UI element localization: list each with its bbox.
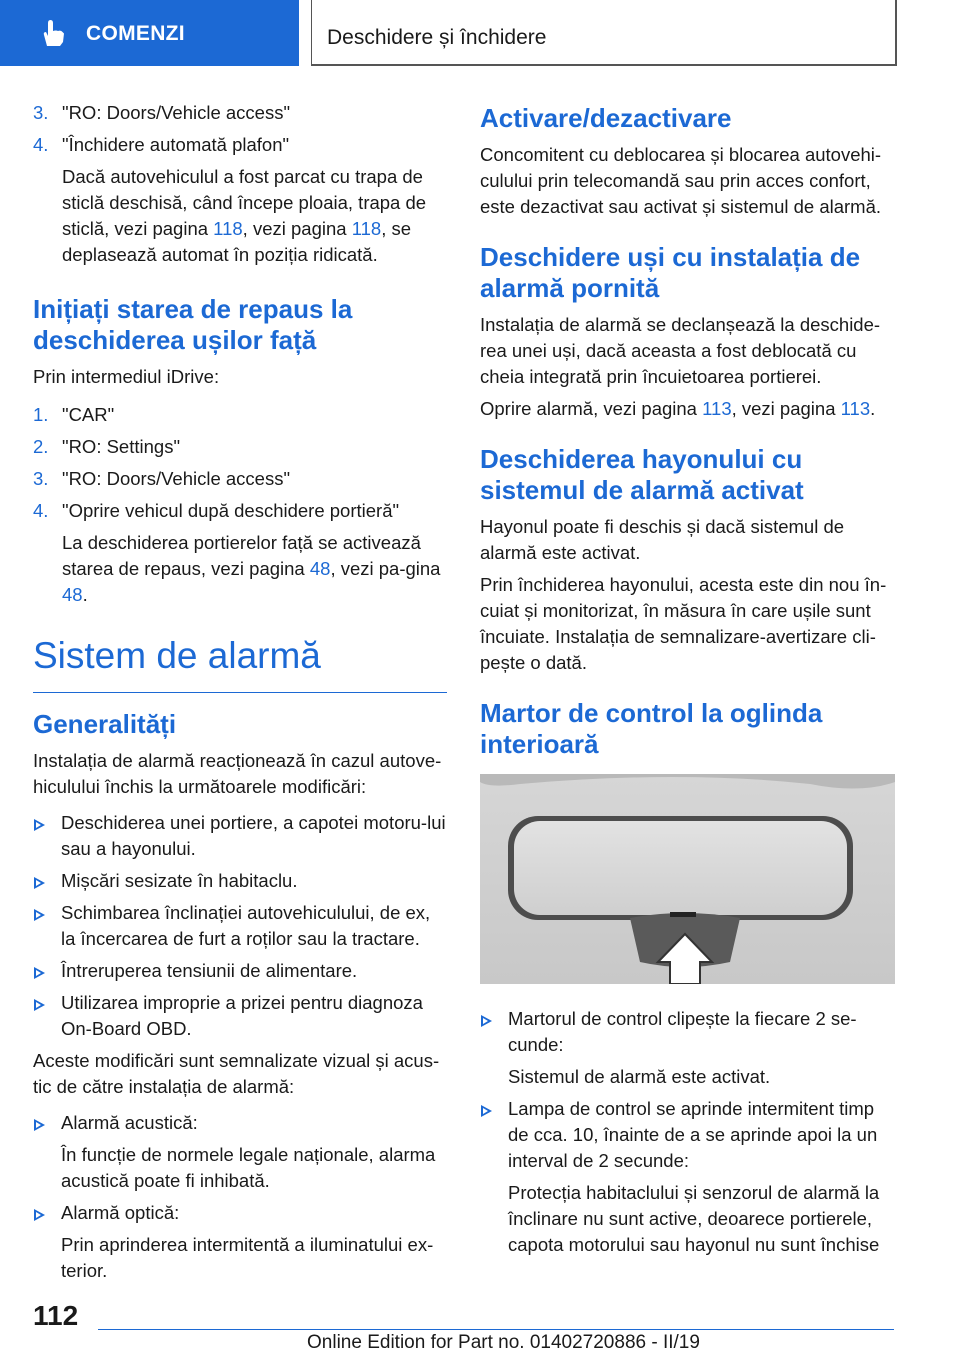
bullet-item [480,1006,896,1058]
bullet-text: Întreruperea tensiunii de alimentare. [61,960,358,981]
bullet-item [33,958,447,984]
bullet-text: Alarmă acustică: [61,1112,198,1133]
triangle-bullet-icon [34,1209,45,1221]
text: Oprire alarmă, vezi pagina [480,398,703,419]
page-number: 112 [33,1300,79,1331]
bullet-description: În funcție de normele legale naționale, alarma acustică poate fi inhibată. [61,1144,436,1191]
bullet-text: Martorul de control clipește la fiecare 2 se-cunde: [508,1008,857,1055]
paragraph: Prin intermediul iDrive: [33,366,220,387]
list-text: "Oprire vehicul după deschidere portieră" [62,500,400,521]
triangle-bullet-icon [34,909,45,921]
text: , vezi pagina [731,398,841,419]
list-item [33,402,447,428]
bullet-item [33,1200,447,1226]
page-link[interactable]: 48 [309,558,331,579]
list-text: "RO: Doors/Vehicle access" [62,468,291,489]
text: . [82,584,88,605]
paragraph: Instalația de alarmă se declanșează la deschide-rea unei uși, dacă aceasta a fost deblocată cu cheia integrată prin încuietoarea portierei. [480,314,881,387]
bullet-text: Lampa de control se aprinde intermitent timp de cca. 10, înainte de a se aprinde apoi la un interval de 2 secunde: [508,1098,878,1171]
footer-edition: Online Edition for Part no. 01402720886 - II/19 [307,1332,700,1353]
triangle-bullet-icon [34,819,45,831]
bullet-description: Protecția habitaclului și senzorul de alarmă la înclinare nu sunt active, deoarece portierele, capota motorului sau hayonul nu sunt închise [508,1182,880,1255]
list-text: "Închidere automată plafon" [62,134,290,155]
bullet-item [33,868,447,894]
paragraph [480,396,896,422]
paragraph: Prin închiderea hayonului, acesta este din nou în-cuiat și monitorizat, în măsura în care ușile sunt încuiate. Instalația de semnalizare-avertizare cli-pește o dată. [480,574,887,673]
bullet-item [33,810,447,862]
chapter-section-title: Sistem de alarmă [33,635,321,676]
list-item-description [33,530,447,608]
bullet-description: Sistemul de alarmă este activat. [508,1066,771,1087]
bullet-item [33,1110,447,1136]
text: , vezi pa-gina [330,558,441,579]
text: , se deplasează automat în poziția ridicată. [62,218,412,265]
divider [33,692,447,693]
list-item [33,434,447,460]
section-heading: Deschiderea hayonului cu sistemul de alarmă activat [480,444,804,505]
bullet-text: Mișcări sesizate în habitaclu. [61,870,298,891]
bullet-text: Utilizarea improprie a prizei pentru diagnoza On-Board OBD. [61,992,423,1039]
chapter-title: Deschidere și închidere [327,26,547,49]
paragraph: Aceste modificări sunt semnalizate vizual și acus-tic de către instalația de alarmă: [33,1050,440,1097]
page-link[interactable]: 48 [62,584,83,605]
list-item-description [33,164,447,268]
bullet-item [33,990,447,1042]
list-item [33,498,447,524]
list-item [33,100,447,126]
list-number: 4. [33,500,49,521]
triangle-bullet-icon [34,877,45,889]
section-heading: Inițiați starea de repaus la deschiderea ușilor față [33,294,353,355]
page-link[interactable]: 118 [213,218,243,239]
bullet-text: Deschiderea unei portiere, a capotei motoru-lui sau a hayonului. [61,812,446,859]
list-item [33,466,447,492]
page-link[interactable]: 118 [351,218,382,239]
bullet-text: Schimbarea înclinației autovehiculului, de ex, la încercarea de furt a roților sau la tractare. [61,902,431,949]
text: . [870,398,876,419]
bullet-description: Prin aprinderea intermitentă a iluminatului ex-terior. [61,1234,434,1281]
triangle-bullet-icon [34,967,45,979]
section-heading: Generalități [33,709,177,739]
triangle-bullet-icon [34,1119,45,1131]
list-number: 3. [33,468,49,489]
section-heading: Martor de control la oglinda interioară [480,698,823,759]
list-text: "CAR" [62,404,115,425]
paragraph: Concomitent cu deblocarea și blocarea autovehi-culului prin telecomandă sau prin acces confort, este dezactivat sau activat și sistemul de alarmă. [480,144,882,217]
text: Dacă autovehiculul a fost parcat cu trapa de sticlă deschisă, când începe ploaia, trapa de sticlă, vezi pagina [62,166,427,239]
page-link[interactable]: 113 [840,398,871,419]
list-item [33,132,447,158]
hand-touch-icon [38,18,68,48]
triangle-bullet-icon [481,1015,492,1027]
text: La deschiderea portierelor față se activează starea de repaus, vezi pagina [62,532,421,579]
section-tab[interactable] [0,0,299,66]
footer-divider [98,1329,894,1330]
rear-view-mirror-image [480,774,895,984]
section-heading: Activare/dezactivare [480,103,732,133]
chapter-header [311,0,897,66]
section-tab-label: COMENZI [86,22,185,45]
page-link[interactable]: 113 [702,398,732,419]
list-text: "RO: Settings" [62,436,181,457]
list-number: 2. [33,436,49,457]
bullet-text: Alarmă optică: [61,1202,180,1223]
list-text: "RO: Doors/Vehicle access" [62,102,291,123]
triangle-bullet-icon [481,1105,492,1117]
list-number: 3. [33,102,49,123]
bullet-item [480,1096,896,1174]
list-number: 4. [33,134,49,155]
bullet-item [33,900,447,952]
text: , vezi pagina [242,218,352,239]
section-heading: Deschidere uși cu instalația de alarmă pornită [480,242,861,303]
paragraph: Hayonul poate fi deschis și dacă sistemul de alarmă este activat. [480,516,845,563]
right-column [480,100,896,1264]
triangle-bullet-icon [34,999,45,1011]
list-number: 1. [33,404,49,425]
paragraph: Instalația de alarmă reacționează în cazul autove-hiculului închis la următoarele modificări: [33,750,442,797]
left-column [33,100,447,1290]
